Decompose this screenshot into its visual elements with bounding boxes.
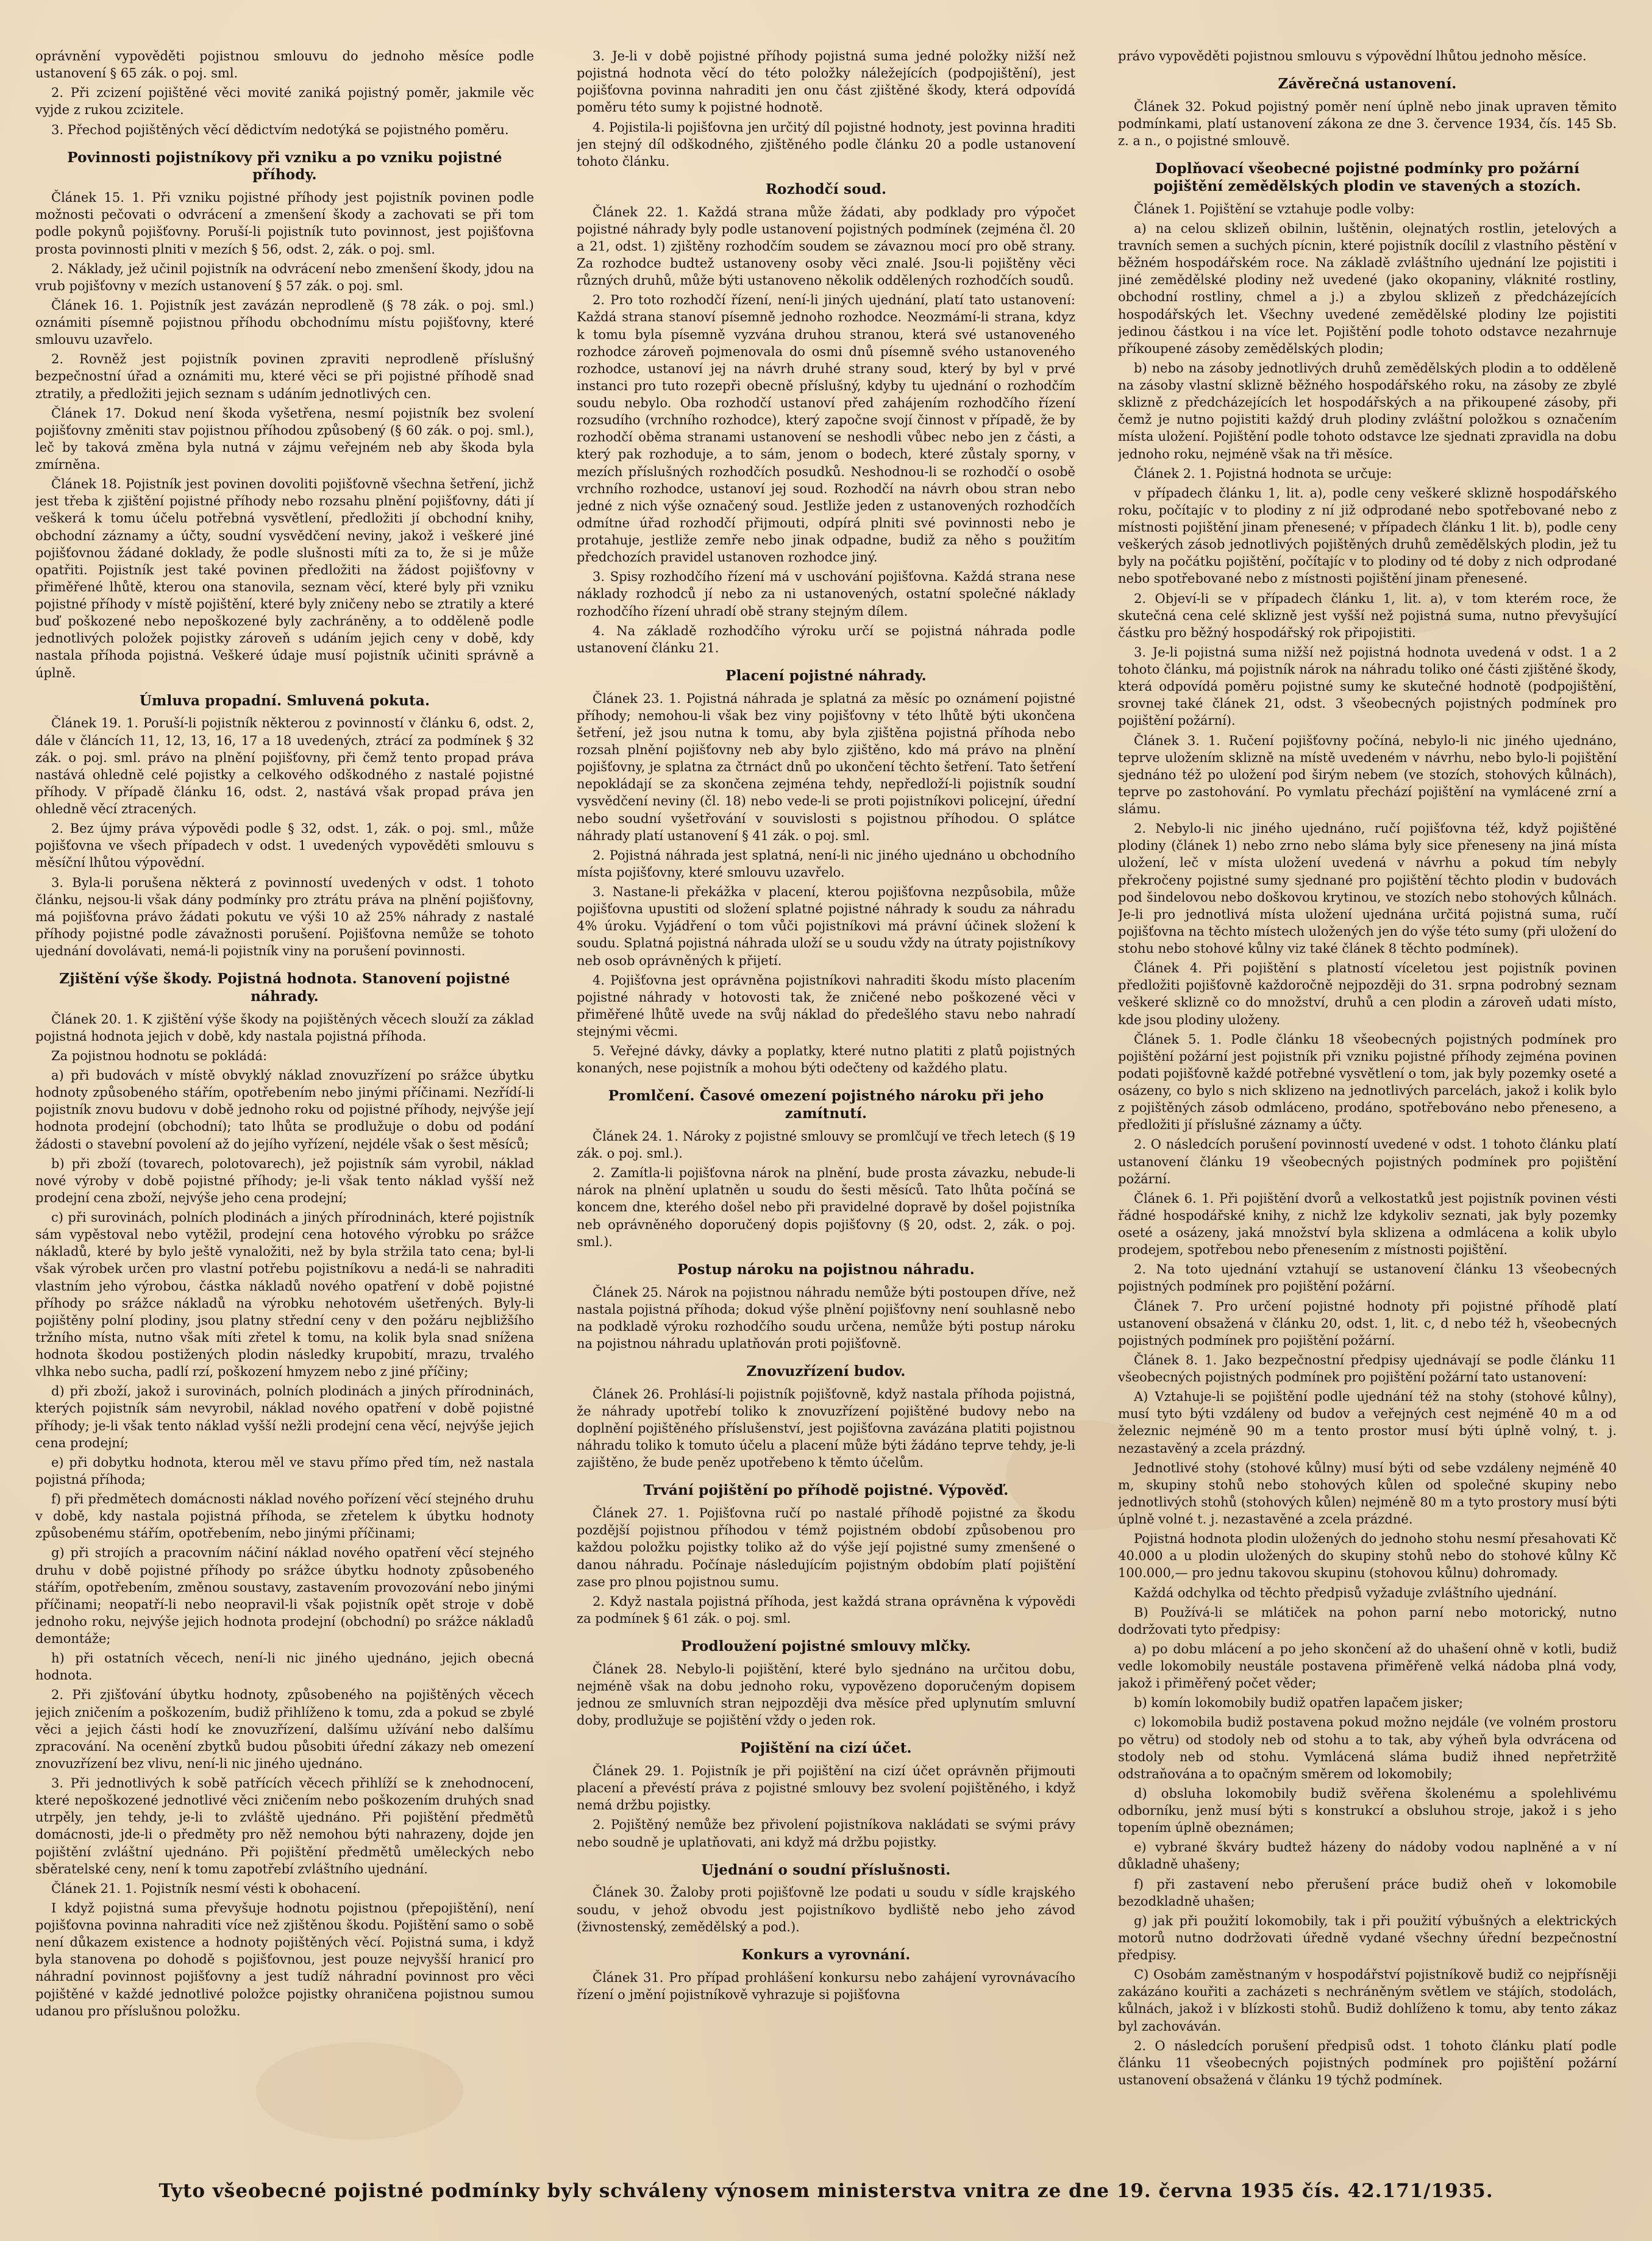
paragraph: 3. Přechod pojištěných věcí dědictvím nedotýká se pojistného poměru. (51, 122, 509, 137)
section-heading: Placení pojistné náhrady. (725, 667, 927, 684)
paragraph: f) při zastavení nebo přerušení práce budiž oheň v lokomobile bezodkladně uhašen; (1118, 1876, 1617, 1909)
paragraph: Článek 29. 1. Pojistník je při pojištění na cizí účet oprávněn přijmouti placení a převéstí práva z pojistné smlouvy bez svolení pojištěného, i když nemá držbu pojistky. (577, 1764, 1075, 1813)
paragraph: Článek 15. 1. Při vzniku pojistné příhody jest pojistník povinen podle možnosti pečovati o odvrácení a zmenšení škody a zachovati se při tom podle pokynů pojišťovny. Poruší-li pojistník tuto povinnost, jest pojišťovna prosta povinnosti plniti v mezích § 56, odst. 2, zák. o poj. sml. (35, 190, 534, 257)
paragraph: Článek 2. 1. Pojistná hodnota se určuje: (1134, 466, 1392, 481)
paragraph: e) vybrané škváry budtež házeny do nádoby vodou naplněné a v ní důkladně uhašeny; (1118, 1840, 1617, 1872)
paragraph: Článek 6. 1. Při pojištění dvorů a velkostatků jest pojistník povinen vésti řádné hospodářské knihy, z nichž lze kdykoliv seznati, jak byly pozemky oseté a osázeny, jaká množství byla sklizena a odmlácena a kolik ubylo prodejem, spotřebou nebo přenesením z místnosti pojištění. (1118, 1191, 1617, 1258)
paragraph: Článek 25. Nárok na pojistnou náhradu nemůže býti postoupen dříve, než nastala pojistná příhoda; dokud výše plnění pojišťovny není souhlasně nebo na podkladě výroku rozhodčího soudu určena, nemůže býti postup nároku na pojistnou náhradu uplatňován proti pojišťovně. (577, 1284, 1075, 1351)
paragraph: Článek 26. Prohlásí-li pojistník pojišťovně, když nastala příhoda pojistná, že náhrady upotřebí toliko k znovuzřízení pojištěné budovy nebo na doplnění pojištěného příslušenství, jest pojišťovna zavázána platiti pojistnou náhradu toliko k tomuto účelu a placení může býti žádáno teprve tehdy, je-li zajištěno, že bude peněz upotřebeno k těmto účelům. (577, 1386, 1075, 1470)
paragraph: a) po dobu mlácení a po jeho skončení až do uhašení ohně v kotli, budiž vedle lokomobily neustále postavena přiměřeně velká nádoba plná vody, jakož i přiměřený počet věder; (1118, 1641, 1617, 1691)
paragraph: 3. Je-li pojistná suma nižší než pojistná hodnota uvedená v odst. 1 a 2 tohoto článku, má pojistník nárok na náhradu toliko oné části zjištěné škody, která odpovídá poměru pojistné sumy ke skutečné hodnotě (podpojištění, srovnej také článek 21, odst. 3 všeobecných pojistných podmínek pro pojištění požární). (1118, 644, 1617, 729)
section-heading: Doplňovací všeobecné pojistné podmínky pro požární pojištění zemědělských plodin ve stavených a stozích. (1153, 160, 1581, 194)
paragraph: a) na celou sklizeň obilnin, luštěnin, olejnatých rostlin, jetelových a travních semen a suchých pícnin, které pojistník docílil z vlastního pěstění v běžném hospodářském roce. Na základě zvláštního ujednání lze pojistiti i jiné zemědělské plodiny než uvedené (jako okopaniny, vláknité rostliny, obchodní rostliny, chmel a j.) a zbylou sklizeň z předcházejících hospodářských let. Všechny uvedené zemědělské plodiny lze pojistiti jedinou částkou i na více let. Pojištění podle tohoto odstavce nezahrnuje příkoupené zásoby zemědělských plodin; (1118, 221, 1617, 356)
paragraph: b) nebo na zásoby jednotlivých druhů zemědělských plodin a to odděleně na zásoby vlastní sklizně běžného hospodářského roku, na zásoby ze zbylé sklizně z předcházejících let hospodářských a na přikoupené zásoby, při čemž je nutno pojistiti každý druh plodiny zvláštní položkou s označením místa uložení. Pojištění podle tohoto odstavce lze sjednati zpravidla na dobu jednoho roku, nejméně však na tři měsíce. (1118, 360, 1617, 461)
paragraph: C) Osobám zaměstnaným v hospodářství pojistníkově budiž co nejpřísněji zakázáno kouřiti a zacházeti s nechráněným světlem ve stájích, stodolách, kůlnách, jakož i v blízkosti stohů. Budiž dohlíženo k tomu, aby tento zákaz byl zachováván. (1118, 1967, 1617, 2034)
paragraph: Článek 1. Pojištění se vztahuje podle volby: (1134, 201, 1415, 216)
paragraph: c) při surovinách, polních plodinách a jiných přírodninách, které pojistník sám vypěstoval nebo vytěžil, prodejní cena hotového výrobku po srážce nákladů, které by bylo ještě vynaložiti, než by byla stržila tato cena; byl-li však výrobek určen pro vlastní potřebu pojistníkovu a nedá-li se nahraditi vlastním jeho výrobou, částka nákladů nového opatření v době pojistné příhody po srážce nákladů na výrobku nehotovém ušetřených. Byly-li pojištěny polní plodiny, jsou platny střední ceny v den požáru nejbližšího tržního místa, nutno však míti zřetel k tomu, na kolik byla snad snížena hodnota škodou postižených plodin následky krupobití, mrazu, trvalého vlhka nebo sucha, padlí rzí, poškození hmyzem nebo z jiné příčiny; (35, 1210, 534, 1380)
paragraph: b) při zboží (tovarech, polotovarech), jež pojistník sám vyrobil, náklad nové výroby v době pojistné příhody; je-li však tento náklad vyšší než prodejní cena zboží, nejvýše jeho cena prodejní; (35, 1156, 534, 1205)
section-heading: Povinnosti pojistníkovy při vzniku a po vzniku pojistné příhody. (67, 149, 502, 183)
paragraph: 2. Při zjišťování úbytku hodnoty, způsobeného na pojištěných věcech jejich zničením a poškozením, budiž přihlíženo k tomu, zda a pokud se zbylé věci a jejich části hodí ke znovuzřízení, dalšímu užívání nebo dalšímu zpracování. Na ocenění zbytků budou působiti úřední zákazy neb omezení znovuzřízení bez vlivu, není-li nic jiného ujednáno. (35, 1687, 534, 1771)
paragraph: 2. O následcích porušení povinností uvedené v odst. 1 tohoto článku platí ustanovení článku 19 všeobecných pojistných podmínek pro pojištění požární. (1118, 1137, 1617, 1186)
paragraph: a) při budovách v místě obvyklý náklad znovuzřízení po srážce úbytku hodnoty způsobeného stářím, opotřebením nebo jinými příčinami. Nezřídí-li pojistník znovu budovu v době jednoho roku od pojistné příhody, nejvýše její hodnota prodejní (obchodní); tato lhůta se prodlužuje o dobu od podání žádosti o stavební povolení až do jejího vyřízení, nejdéle však o šest měsíců; (35, 1068, 534, 1152)
section-heading: Závěrečná ustanovení. (1278, 76, 1457, 93)
approval-footer: Tyto všeobecné pojistné podmínky byly schváleny výnosem ministerstva vnitra ze dne 19. června 1935 čís. 42.171/1935. (158, 2180, 1494, 2202)
paragraph: Článek 28. Nebylo-li pojištění, které bylo sjednáno na určitou dobu, nejméně však na dobu jednoho roku, vypovězeno doporučeným dopisem jednou ze smluvních stran nejpozději dva měsíce před uplynutím smluvní doby, prodlužuje se pojištění vždy o jeden rok. (577, 1661, 1075, 1728)
column-middle (577, 48, 1075, 2163)
paragraph: g) při strojích a pracovním náčiní náklad nového opatření věcí stejného druhu v době pojistné příhody po srážce úbytku hodnoty způsobeného stářím, opotřebením, změnou soustavy, zastavením provozování nebo jinými příčinami; neopatří-li nebo neopravil-li však pojistník opět stroje v době jednoho roku, nejvýše jejich hodnota prodejní (obchodní) po srážce nákladů demontáže; (35, 1545, 534, 1646)
paragraph: f) při předmětech domácnosti náklad nového pořízení věcí stejného druhu v době, kdy nastala pojistná příhoda, se zřetelem k úbytku hodnoty způsobenému stářím, opotřebením, nebo jinými příčinami; (35, 1492, 534, 1541)
paragraph: Za pojistnou hodnotu se pokládá: (51, 1048, 268, 1063)
paragraph: I když pojistná suma převyšuje hodnotu pojistnou (přepojištění), není pojišťovna povinna nahraditi více než zjištěnou škodu. Pojištění samo o sobě není důkazem existence a hodnoty pojištěných věcí. Pojistná suma, i když byla stanovena po dohodě s pojišťovnou, jest pouze nejvyšší hranicí pro náhradní povinnost pojišťovny a jest tudíž náhradní povinnost pro věci pojištěné v každé jednotlivé položce pojistky ohraničena pojistnou sumou udanou pro příslušnou položku. (35, 1900, 534, 2018)
paragraph: Jednotlivé stohy (stohové kůlny) musí býti od sebe vzdáleny nejméně 40 m, skupiny stohů nebo stohových kůlen od společné skupiny nebo jednotlivých stohů (stohových kůlen) nejméně 80 m a tyto prostory musí býti úplně volné t. j. nezastavěné a zcela prázdné. (1118, 1460, 1617, 1527)
paragraph: Článek 19. 1. Poruší-li pojistník některou z povinností v článku 6, odst. 2, dále v článcích 11, 12, 13, 16, 17 a 18 uvedených, ztrácí za podmínek § 32 zák. o poj. sml. právo na plnění pojišťovny, při čemž tento propad práva nastává ohledně celé pojistky a celkového odškodného z nastalé pojistné příhody. V případě článku 16, odst. 2, nastává však propad práva jen ohledně věcí ztracených. (35, 716, 534, 816)
paragraph: 4. Pojišťovna jest oprávněna pojistníkovi nahraditi škodu místo placením pojistné náhrady v hotovosti tak, že zničené nebo poškozené věci v přiměřené lhůtě uvede na svůj náklad do předešlého stavu nebo nahradí stejnými věcmi. (577, 972, 1075, 1039)
paragraph: 2. Rovněž jest pojistník povinen zpraviti neprodleně příslušný bezpečnostní úřad a oznámiti mu, které věci se při pojistné příhodě snad ztratily, a předložiti jejich seznam s udáním jednotlivých cen. (35, 352, 534, 401)
paragraph: Článek 24. 1. Nároky z pojistné smlouvy se promlčují ve třech letech (§ 19 zák. o poj. sml.). (577, 1128, 1075, 1161)
paragraph: d) při zboží, jakož i surovinách, polních plodinách a jiných přírodninách, kterých pojistník sám nevyrobil, náklad nového opatření v době pojistné příhody; je-li však tento náklad vyšší nežli prodejní cena věcí, nejvýše jejich cena prodejní; (35, 1384, 534, 1450)
paragraph: Článek 17. Dokud není škoda vyšetřena, nesmí pojistník bez svolení pojišťovny změniti stav pojistnou příhodou způsobený (§ 60 zák. o poj. sml.), leč by taková změna byla nutná v zájmu veřejném neb aby škoda byla zmírněna. (35, 405, 534, 472)
paragraph: Článek 31. Pro případ prohlášení konkursu nebo zahájení vyrovnávacího řízení o jmění pojistníkově vyhrazuje si pojišťovna (577, 1970, 1075, 2002)
paragraph: 2. Objeví-li se v případech článku 1, lit. a), v tom kterém roce, že skutečná cena celé sklizně jest vyšší než pojistná suma, nutno převyšující částku pro běžný hospodářský rok připojistiti. (1118, 591, 1617, 640)
section-heading: Konkurs a vyrovnání. (741, 1946, 911, 1963)
section-heading: Postup nároku na pojistnou náhradu. (677, 1261, 975, 1278)
paragraph: 2. Bez újmy práva výpovědi podle § 32, odst. 1, zák. o poj. sml., může pojišťovna ve všech případech v odst. 1 uvedených vypověděti smlouvu s měsíční lhůtou výpovědní. (35, 821, 534, 871)
paragraph: Článek 32. Pokud pojistný poměr není úplně nebo jinak upraven těmito podmínkami, platí ustanovení zákona ze dne 3. července 1934, čís. 145 Sb. z. a n., o pojistné smlouvě. (1118, 99, 1617, 149)
paragraph: 2. Pojistná náhrada jest splatná, není-li nic jiného ujednáno u obchodního místa pojišťovny, které smlouvu uzavřelo. (577, 847, 1075, 880)
paragraph: Článek 18. Pojistník jest povinen dovoliti pojišťovně všechna šetření, jichž jest třeba k zjištění pojistné příhody nebo rozsahu plnění pojišťovny, dáti jí veškerá k tomu účelu potřebná vysvětlení, předložiti jí obchodní knihy, obchodní záznamy a účty, soudní vysvědčení neviny, jakož i veškeré jiné pojišťovnou žádané doklady, že podle slušnosti míti za to, že si je může opatřiti. Pojistník jest také povinen předložiti na žádost pojišťovny v přiměřené lhůtě, kterou ona stanovila, seznam věcí, které byly při vzniku pojistné příhody v místě pojištění, které byly zničeny nebo se ztratily a které buď poškozené nebo nepoškozené byly zachráněny, a to odděleně podle jednotlivých položek pojistky zároveň s udáním jejich ceny v době, kdy nastala příhoda pojistná. Veškeré údaje musí pojistník učiniti správně a úplně. (35, 477, 534, 680)
paragraph: Článek 20. 1. K zjištění výše škody na pojištěných věcech slouží za základ pojistná hodnota jejich v době, kdy nastala pojistná příhoda. (35, 1011, 534, 1044)
paragraph: 2. Náklady, jež učinil pojistník na odvrácení nebo zmenšení škody, jdou na vrub pojišťovny v mezích ustanovení § 57 zák. o poj. sml. (35, 261, 534, 293)
paragraph: Článek 21. 1. Pojistník nesmí vésti k obohacení. (51, 1881, 361, 1896)
paragraph: b) komín lokomobily budiž opatřen lapačem jisker; (1134, 1695, 1464, 1711)
section-heading: Trvání pojištění po příhodě pojistné. Výpověď. (643, 1482, 1009, 1499)
paragraph: Článek 27. 1. Pojišťovna ručí po nastalé příhodě pojistné za škodu pozdější pojistnou příhodou v témž pojistném období způsobenou pro každou položku pojistky toliko až do výše její pojistné sumy zmenšené o danou náhradu. Počínaje následujícím pojistným obdobím platí pojištění zase pro plnou pojistnou sumu. (577, 1506, 1075, 1589)
column-left (35, 48, 534, 2163)
section-heading: Ujednání o soudní příslušnosti. (701, 1861, 951, 1878)
paragraph: Článek 8. 1. Jako bezpečnostní předpisy ujednávají se podle článku 11 všeobecných pojistných podmínek pro pojištění požární tato ustanovení: (1118, 1352, 1617, 1384)
paragraph: Článek 4. Při pojištění s platností víceletou jest pojistník povinen předložiti pojišťovně každoročně nejpozději do 31. srpna podrobný seznam veškeré sklizně co do množství, druhů a cen plodin a zároveň udati místo, kde jsou plodiny uloženy. (1118, 961, 1617, 1027)
paragraph: Pojistná hodnota plodin uložených do jednoho stohu nesmí přesahovati Kč 40.000 a u plodin uložených do skupiny stohů nebo do stohové kůlny Kč 100.000,— pro jednu takovou skupinu (stohovou kůlnu) dohromady. (1118, 1531, 1617, 1581)
paragraph: d) obsluha lokomobily budiž svěřena školenému a spolehlivému odborníku, jenž musí býti s konstrukcí a obsluhou stroje, jakož i s jeho topením úplně obeznámen; (1118, 1786, 1617, 1836)
section-heading: Prodloužení pojistné smlouvy mlčky. (681, 1638, 971, 1655)
paragraph: Článek 23. 1. Pojistná náhrada je splatná za měsíc po oznámení pojistné příhody; nemohou-li však bez viny pojišťovny v této lhůtě býti ukončena šetření, jež jsou nutna k tomu, aby byla zjištěna pojistná příhoda nebo rozsah plnění pojišťovny neb aby bylo zjištěno, kdo má právo na plnění pojišťovny, je splatna za čtrnáct dnů po ukončení těchto šetření. Tato šetření nepokládají se za skončena zejména tehdy, nepředloží-li pojistník soudní vysvědčení neviny (čl. 18) nebo vede-li se proti pojistníkovi policejní, úřední nebo soudní vyšetřování v souvislosti s pojistnou příhodou. O splátce náhrady platí ustanovení § 41 zák. o poj. sml. (577, 691, 1075, 843)
paragraph: Článek 5. 1. Podle článku 18 všeobecných pojistných podmínek pro pojištění požární jest pojistník při vzniku pojistné příhody zejména povinen podati pojišťovně každé potřebné vysvětlení o tom, jak byly pozemky oseté a osázeny, co bylo s nich sklizeno na jednotlivých parcelách, jakož i kolik bylo z pojištěných zásob odmláceno, prodáno, spotřebováno nebo přeneseno, a předložiti jí příslušné záznamy a účty. (1118, 1031, 1617, 1133)
text-columns (35, 48, 1617, 2163)
paragraph: 2. Zamítla-li pojišťovna nárok na plnění, bude prosta závazku, nebude-li nárok na plnění uplatněn u soudu do šesti měsíců. Tato lhůta počíná se koncem dne, kterého došel nebo při pravidelné dopravě by došel pojistníka neb oprávněného doporučený dopis pojišťovny (§ 20, odst. 2, zák. o poj. sml.). (577, 1166, 1075, 1249)
paragraph: 3. Při jednotlivých k sobě patřících věcech přihlíží se k znehodnocení, které nepoškozené jednotlivé věci zničením nebo poškozením druhých snad utrpěly, jen tehdy, je-li to zvláště ujednáno. Při pojištění předmětů domácnosti, jde-li o předměty pro něž nemohou býti nahrazeny, dojde jen pojištění zvláštní ujednáno. Při pojištění předmětů uměleckých nebo sběratelské ceny, není k tomu zapotřebí zvláštního ujednání. (35, 1776, 534, 1876)
column-right (1118, 48, 1617, 2163)
paragraph: B) Používá-li se mlátiček na pohon parní nebo motorický, nutno dodržovati tyto předpisy: (1118, 1605, 1617, 1637)
paragraph: A) Vztahuje-li se pojištění podle ujednání též na stohy (stohové kůlny), musí tyto býti vzdáleny od budov a veřejných cest nejméně 40 m a od železnic nejméně 90 m a tento prostor musí býti úplně volný, t. j. nezastavěný a zcela prázdný. (1118, 1389, 1617, 1456)
paragraph: Článek 30. Žaloby proti pojišťovně lze podati u soudu v sídle krajského soudu, v jehož obvodu jest pojistníkovo bydliště nebo jeho závod (živnostenský, zemědělský a pod.). (577, 1885, 1075, 1934)
paragraph: 2. Při zcizení pojištěné věci movité zaniká pojistný poměr, jakmile věc vyjde z rukou zcizitele. (35, 85, 534, 118)
paragraph: 4. Na základě rozhodčího výroku určí se pojistná náhrada podle ustanovení článku 21. (577, 623, 1075, 655)
paragraph: v případech článku 1, lit. a), podle ceny veškeré sklizně hospodářského roku, počítajíc v to plodiny z ní již odprodané nebo spotřebované nebo z místnosti pojištění jinam přenesené; v případech článku 1 lit. b), podle ceny veškerých zásob jednotlivých pojištěných druhů zemědělských plodin, jež tu byly na počátku pojištění, počítajíc v to plodiny od té doby z nich odprodané nebo spotřebované nebo z místnosti pojištění jinam přenesené. (1118, 485, 1617, 586)
paragraph: 3. Byla-li porušena některá z povinností uvedených v odst. 1 tohoto článku, nejsou-li však dány podmínky pro ztrátu práva na plnění pojišťovny, má pojišťovna právo žádati pokutu ve výši 10 až 25% náhrady z nastalé příhody pojistné podle závažnosti porušení. Pojišťovna nemůže se tohoto ujednání dovolávati, nemá-li pojistník viny na porušení povinnosti. (35, 875, 534, 958)
section-heading: Promlčení. Časové omezení pojistného nároku při jeho zamítnutí. (608, 1088, 1044, 1122)
paragraph: 2. Když nastala pojistná příhoda, jest každá strana oprávněna k výpovědi za podmínek § 61 zák. o poj. sml. (577, 1594, 1075, 1626)
paragraph: Článek 3. 1. Ručení pojišťovny počíná, nebylo-li nic jiného ujednáno, teprve uložením sklizně na místě uvedeném v návrhu, nebo bylo-li pojištění sjednáno též po uložení pod širým nebem (ve stozích, stohových kůlnách), teprve po zastohování. Po vymlatu přechází pojištění na vymlácené zrní a slámu. (1118, 733, 1617, 816)
paragraph: 2. Pojištěný nemůže bez přivolení pojistníkova nakládati se svými právy nebo soudně je uplatňovati, ani když má držbu pojistky. (577, 1817, 1075, 1850)
paragraph: Článek 22. 1. Každá strana může žádati, aby podklady pro výpočet pojistné náhrady byly podle ustanovení pojistných podmínek (zejména čl. 20 a 21, odst. 1) zjištěny rozhodčím soudem se závaznou mocí pro obě strany. Za rozhodce budtež ustanoveny osoby věci znalé. Jsou-li pojištěny věci různých druhů, může býti ustanoveno několik oddělených rozhodčích soudů. (577, 204, 1075, 288)
paragraph: 2. Na toto ujednání vztahují se ustanovení článku 13 všeobecných pojistných podmínek pro pojištění požární. (1118, 1262, 1617, 1294)
paragraph: 2. Pro toto rozhodčí řízení, není-li jiných ujednání, platí tato ustanovení: Každá strana stanoví písemně jednoho rozhodce. Neozmámí-li strana, kdyz k tomu byla písemně vyzvána druhou stranou, která své ustanoveného rozhodce zároveň pojmenovala do osmi dnů písemně svého ustanoveného rozhodce, ustanoví jej na návrh druhé strany soud, který by byl v prvé instanci pro tuto rozepři obecně příslušný, kdyby tu ujednání o rozhodčím soudu nebylo. Oba rozhodčí ustanoví před zahájením rozhodčího řízení rozsudího (vrchního rozhodce), který započne svojí činnost v případě, že by rozhodčí oběma stranami ustanovení se neshodli vůbec nebo jen z části, a který pak rozhoduje, a to sám, jenom o bodech, které zůstaly sporny, v mezích příslušných rozhodčích posudků. Neshodnou-li se rozhodčí o osobě vrchního rozhodce, ustanoví jej soud. Rozhodčí na návrh obou stran nebo jedné z nich výše označený soud. Jestliže jeden z ustanovených rozhodčích odmítne úřad rozhodčí přijmouti, odpírá plniti své povinnosti nebo je protahuje, jestliže zemře nebo jinak odpadne, budiž za něho s použitím předchozích pravidel ustanoven rozhodce jiný. (577, 293, 1075, 565)
paragraph: 2. O následcích porušení předpisů odst. 1 tohoto článku platí podle článku 11 všeobecných pojistných podmínek pro pojištění požární ustanovení obsažená v článku 19 týchž podmínek. (1118, 2038, 1617, 2087)
paragraph: Článek 16. 1. Pojistník jest zavázán neprodleně (§ 78 zák. o poj. sml.) oznámiti písemně pojistnou příhodu obchodnímu místu pojišťovny, které smlouvu uzavřelo. (35, 297, 534, 347)
section-heading: Úmluva propadní. Smluvená pokuta. (139, 692, 430, 709)
paragraph: 4. Pojistila-li pojišťovna jen určitý díl pojistné hodnoty, jest povinna hraditi jen stejný díl odškodného, zjištěného podle článku 20 a podle ustanovení tohoto článku. (577, 119, 1075, 169)
section-heading: Pojištění na cizí účet. (740, 1740, 912, 1757)
paragraph: Článek 7. Pro určení pojistné hodnoty při pojistné příhodě platí ustanovení obsažená v článku 20, odst. 1, lit. c, d nebo též h, všeobecných pojistných podmínek pro pojištění požární. (1118, 1299, 1617, 1348)
paragraph: 3. Je-li v době pojistné příhody pojistná suma jedné položky nižší než pojistná hodnota věcí do této položky náležejících (podpojištění), jest pojišťovna povinna nahraditi jen onu část zjištěné škody, která odpovídá poměru této sumy k pojistné hodnotě. (577, 49, 1075, 115)
paragraph: 2. Nebylo-li nic jiného ujednáno, ručí pojišťovna též, když pojištěné plodiny (článek 1) nebo zrno nebo sláma byly sice přeneseny na jiná místa uložení, leč v místa uložení uvedená v návrhu a pokud tím nebyly překročeny pojistné sumy sjednané pro pojištění těchto plodin v budovách pod šindelovou nebo doškovou krytinou, ve stozích nebo stohových kůlnách. Je-li pro jednotlivá místa uložení ujednána určitá pojistná suma, ručí pojišťovna na těchto místech uložených jen do výše této sumy (při uložení do stohu nebo stohové kůlny viz také článek 8 těchto podmínek). (1118, 821, 1617, 956)
paragraph: c) lokomobila budiž postavena pokud možno nejdále (ve volném prostoru po větru) od stodoly neb od stohu a to tak, aby výheň byla odvrácena od stodoly neb od stohu. Vymlácená sláma budiž ihned nepřetržitě odstraňována a to opačným směrem od lokomobily; (1118, 1715, 1617, 1781)
paragraph: 5. Veřejné dávky, dávky a poplatky, které nutno platiti z platů pojistných konaných, nese pojistník a mohou býti odečteny od každého platu. (577, 1044, 1075, 1076)
section-heading: Znovuzřízení budov. (746, 1363, 906, 1380)
paragraph: e) při dobytku hodnota, kterou měl ve stavu přímo před tím, než nastala pojistná příhoda; (35, 1455, 534, 1487)
paragraph: Každá odchylka od těchto předpisů vyžaduje zvláštního ujednání. (1134, 1585, 1558, 1600)
paragraph: právo vypověděti pojistnou smlouvu s výpovědní lhůtou jednoho měsíce. (1118, 49, 1587, 63)
paragraph: g) jak při použití lokomobily, tak i při použití výbušných a elektrických motorů nutno dodržovati úředně vydané všechny úřední bezpečnostní předpisy. (1118, 1913, 1617, 1962)
section-heading: Rozhodčí soud. (765, 180, 887, 198)
paragraph: 3. Nastane-li překážka v placení, kterou pojišťovna nezpůsobila, může pojišťovna upustiti od složení splatné pojistné náhrady k soudu za náhradu 4% úroku. Vyjádření o tom vůči pojistníkovi má právní účinek složení k soudu. Splatná pojistná náhrada uloží se u soudu vždy na útraty pojistníkovy neb osob oprávněných k přijetí. (577, 885, 1075, 968)
section-heading: Zjištění výše škody. Pojistná hodnota. Stanovení pojistné náhrady. (59, 971, 510, 1005)
paragraph: 3. Spisy rozhodčího řízení má v uschování pojišťovna. Každá strana nese náklady rozhodců jí nebo za ni ustanovených, ostatní společné náklady rozhodčího řízení uhradí obě strany stejným dílem. (577, 569, 1075, 619)
paragraph: h) při ostatních věcech, není-li nic jiného ujednáno, jejich obecná hodnota. (35, 1651, 534, 1683)
paragraph: oprávnění vypověděti pojistnou smlouvu do jednoho měsíce podle ustanovení § 65 zák. o poj. sml. (35, 49, 534, 81)
